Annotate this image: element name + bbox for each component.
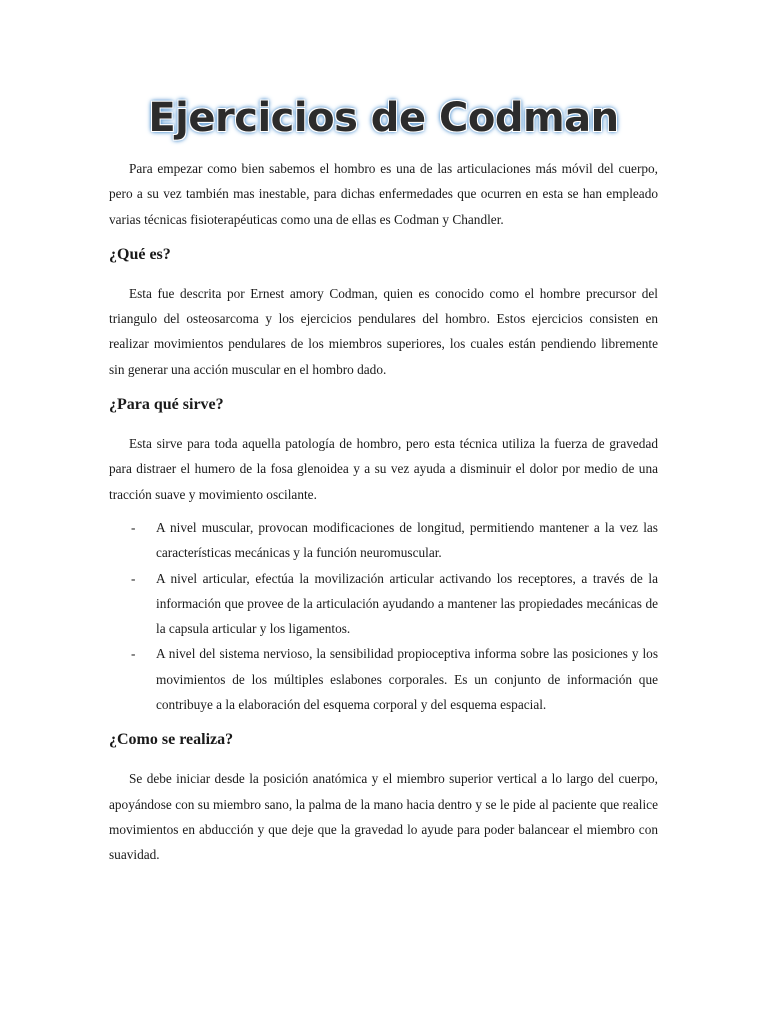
document-page: [109, 90, 658, 868]
dash-bullet-icon: -: [131, 646, 136, 662]
section-heading-para-que-sirve: ¿Para qué sirve?: [109, 396, 224, 414]
list-item-text: A nivel articular, efectúa la movilización articular activando los receptores, a través de la información que provee de la articulación ayudando a mantener las propiedades mecánicas de la capsula articular y los ligamentos.: [156, 570, 658, 637]
section-paragraph-como-se-realiza: Se debe iniciar desde la posición anatómica y el miembro superior vertical a lo largo del cuerpo, apoyándose con su miembro sano, la palma de la mano hacia dentro y se le pide al paciente que realice movimientos en abducción y que deje que la gravedad lo ayude para poder balancear el miembro con suavidad.: [109, 771, 658, 863]
benefits-list: [109, 515, 658, 717]
section-paragraph-para-que-sirve: Esta sirve para toda aquella patología de hombro, pero esta técnica utiliza la fuerza de gravedad para distraer el humero de la fosa glenoidea y a su vez ayuda a disminuir el dolor por medio de una tracción suave y movimiento oscilante.: [109, 436, 658, 502]
list-item: [109, 566, 658, 642]
section-paragraph-que-es: Esta fue descrita por Ernest amory Codman, quien es conocido como el hombre precursor del triangulo del osteosarcoma y los ejercicios pendulares del hombro. Estos ejercicios consisten en realizar movimientos pendulares de los miembros superiores, los cuales están pendiendo libremente sin generar una acción muscular en el hombro dado.: [109, 285, 658, 377]
list-item-text: A nivel muscular, provocan modificaciones de longitud, permitiendo mantener a la vez las características mecánicas y la función neuromuscular.: [156, 519, 658, 561]
dash-bullet-icon: -: [131, 519, 136, 535]
list-item: [109, 515, 658, 566]
list-item-text: A nivel del sistema nervioso, la sensibilidad propioceptiva informa sobre las posiciones y los movimientos de los múltiples eslabones corporales. Es un conjunto de información que contribuye a la elaboración del esquema corporal y del esquema espacial.: [156, 646, 658, 713]
dash-bullet-icon: -: [131, 570, 136, 586]
intro-paragraph: Para empezar como bien sabemos el hombro es una de las articulaciones más móvil del cuerpo, pero a su vez también mas inestable, para dichas enfermedades que ocurren en esta se han empleado varias técnicas fisioterapéuticas como una de ellas es Codman y Chandler.: [109, 161, 658, 227]
section-heading-que-es: ¿Qué es?: [109, 245, 171, 263]
list-item: [109, 641, 658, 717]
document-title: Ejercicios de Codman: [148, 95, 619, 141]
section-heading-como-se-realiza: ¿Como se realiza?: [109, 731, 234, 749]
